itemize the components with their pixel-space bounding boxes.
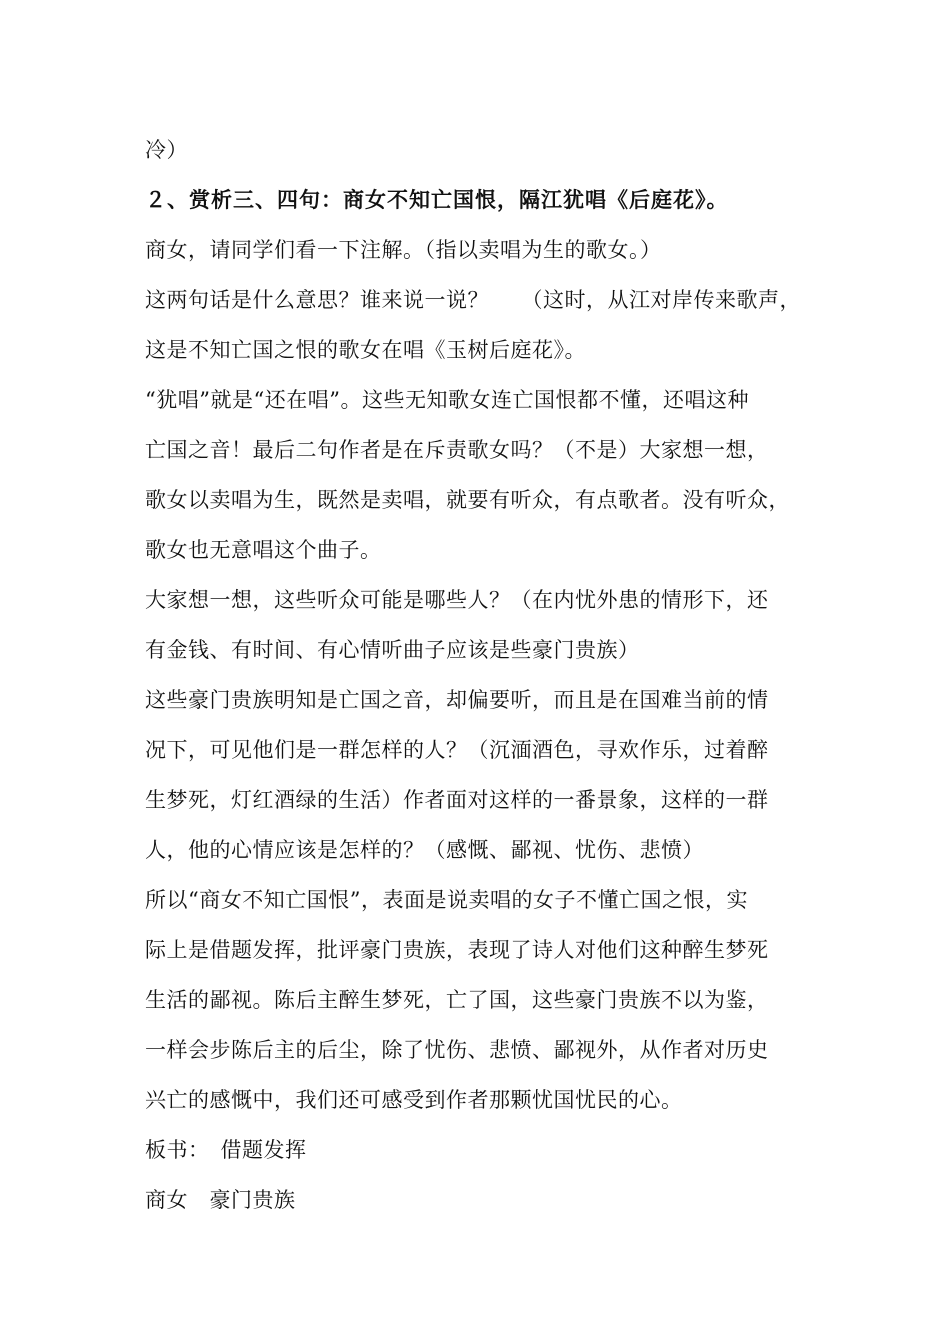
section-heading: ２、赏析三、四句：商女不知亡国恨，隔江犹唱《后庭花》。 xyxy=(145,187,729,212)
text-line: “犹唱”就是“还在唱”。这些无知歌女连亡国恨都不懂，还唱这种 xyxy=(145,388,749,412)
text-line: 人，他的心情应该是怎样的？（感慨、鄙视、忧伤、悲愤） xyxy=(145,838,704,862)
text-line: 歌女也无意唱这个曲子。 xyxy=(145,538,382,562)
text-line: 所以“商女不知亡国恨”，表面是说卖唱的女子不懂亡国之恨，实 xyxy=(145,888,748,912)
text-line: 这两句话是什么意思？谁来说一说？ （这时，从江对岸传来歌声， xyxy=(145,288,801,312)
text-line: 生活的鄙视。陈后主醉生梦死，亡了国，这些豪门贵族不以为鉴， xyxy=(145,988,769,1012)
text-line: 这些豪门贵族明知是亡国之音，却偏要听，而且是在国难当前的情 xyxy=(145,688,769,712)
text-line: 大家想一想，这些听众可能是哪些人？（在内忧外患的情形下，还 xyxy=(145,588,769,612)
text-line: 一样会步陈后主的后尘，除了忧伤、悲愤、鄙视外，从作者对历史 xyxy=(145,1038,769,1062)
text-line: 亡国之音！最后二句作者是在斥责歌女吗？（不是）大家想一想， xyxy=(145,438,769,462)
text-line: 这是不知亡国之恨的歌女在唱《玉树后庭花》。 xyxy=(145,338,586,362)
text-line: 况下，可见他们是一群怎样的人？（沉湎酒色，寻欢作乐，过着醉 xyxy=(145,738,769,762)
text-line: 冷） xyxy=(145,138,188,162)
board-notes-line: 商女 豪门贵族 xyxy=(145,1188,296,1212)
text-line: 际上是借题发挥，批评豪门贵族，表现了诗人对他们这种醉生梦死 xyxy=(145,938,769,962)
text-line: 有金钱、有时间、有心情听曲子应该是些豪门贵族） xyxy=(145,638,640,662)
text-line: 兴亡的感慨中，我们还可感受到作者那颗忧国忧民的心。 xyxy=(145,1088,683,1112)
board-notes-line: 板书： 借题发挥 xyxy=(145,1138,307,1162)
text-line: 生梦死，灯红酒绿的生活）作者面对这样的一番景象，这样的一群 xyxy=(145,788,769,812)
text-line: 商女，请同学们看一下注解。（指以卖唱为生的歌女。） xyxy=(145,238,662,262)
text-line: 歌女以卖唱为生，既然是卖唱，就要有听众，有点歌者。没有听众， xyxy=(145,488,790,512)
